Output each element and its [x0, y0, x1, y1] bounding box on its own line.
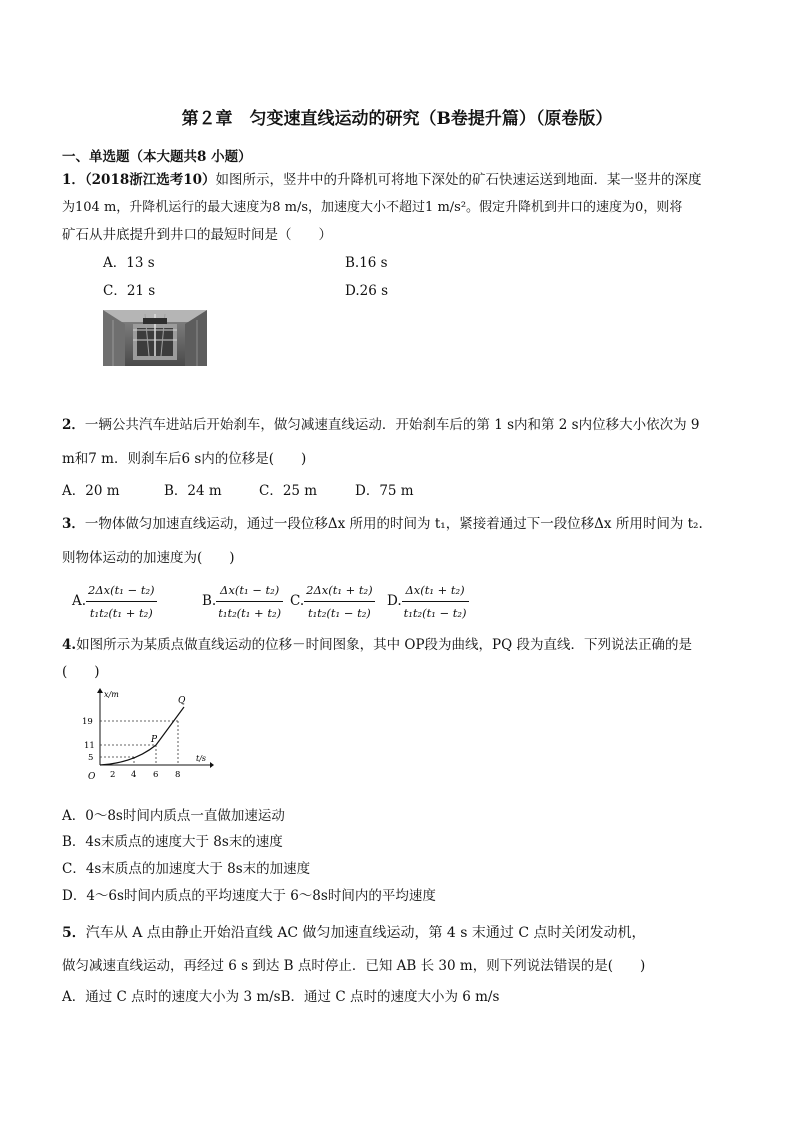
formula: $\frac{\text{Δx(t₁ + t₂)}}{\text{t₁t₂(t₁ − t₂)}}$ [402, 580, 469, 623]
formula: $\frac{\text{2Δx(t₁ − t₂)}}{\text{t₁t₂(t₁ + t₂)}}$ [86, 580, 157, 623]
question-number: 3． [62, 516, 85, 532]
option-c: C. $\frac{\text{2Δx(t₁ + t₂)}}{\text{t₁t₂(t₁ − t₂)}}$ [290, 580, 375, 623]
question-text: 矿石从井底提升到井口的最短时间是（ ） [62, 227, 332, 243]
option-d: D.26 s [345, 283, 389, 299]
question-text: 为104 m，升降机运行的最大速度为8 m/s，加速度大小不超过1 m/s²。假定升降机到井口的速度为0，则将 [62, 200, 683, 215]
question-text: 则物体运动的加速度为( ) [62, 550, 235, 566]
question-source: （2018浙江选考10） [84, 172, 216, 188]
option-a: A．20 m [62, 483, 120, 499]
question-text: 做匀减速直线运动，再经过 6 s 到达 B 点时停止．已知 AB 长 30 m，则下列说法错误的是( ) [62, 958, 646, 974]
position-time-graph [74, 687, 214, 795]
question-text: 一物体做匀加速直线运动，通过一段位移Δx 所用的时间为 t₁，紧接着通过下一段位移Δx 所用时间为 t₂. [84, 516, 703, 532]
y-tick-19: 19 [82, 717, 93, 727]
question-number: 5． [62, 925, 86, 941]
question-text: ( ) [62, 664, 100, 680]
question-number: 4. [62, 637, 77, 653]
question-text: 如图所示，竖井中的升降机可将地下深处的矿石快速运送到地面．某一竖井的深度 [215, 172, 702, 188]
option-b: B.16 s [345, 255, 388, 271]
option-a: A. $\frac{\text{2Δx(t₁ − t₂)}}{\text{t₁t₂(t₁ + t₂)}}$ [72, 580, 157, 623]
point-p-label: P [151, 735, 158, 745]
option-c: C．21 s [103, 283, 156, 299]
option-a: A．0～8s时间内质点一直做加速运动 [62, 808, 285, 824]
option-d: D. $\frac{\text{Δx(t₁ + t₂)}}{\text{t₁t₂(t₁ − t₂)}}$ [387, 580, 469, 623]
x-tick-2: 2 [110, 770, 116, 780]
question-text: m和7 m．则刹车后6 s内的位移是( ) [62, 451, 307, 467]
x-tick-4: 4 [131, 770, 137, 780]
option-d: D．75 m [355, 483, 414, 499]
x-axis-label: t/s [196, 754, 207, 763]
section-heading: 一、单选题（本大题共8 小题） [62, 149, 252, 165]
origin-label: O [88, 772, 96, 782]
option-c: C．4s末质点的加速度大于 8s末的加速度 [62, 861, 311, 877]
page-title: 第２章 匀变速直线运动的研究（B卷提升篇）（原卷版） [181, 109, 613, 129]
y-tick-11: 11 [84, 741, 95, 751]
y-axis-label: x/m [104, 690, 119, 699]
option-b: B．24 m [164, 483, 222, 499]
option-b: B．4s末质点的速度大于 8s末的速度 [62, 834, 283, 850]
question-number: 2． [62, 417, 85, 433]
option-a: A．13 s [103, 255, 155, 271]
formula: $\frac{\text{Δx(t₁ − t₂)}}{\text{t₁t₂(t₁ + t₂)}}$ [216, 580, 283, 623]
mine-shaft-photo [103, 310, 207, 366]
formula: $\frac{\text{2Δx(t₁ + t₂)}}{\text{t₁t₂(t₁ − t₂)}}$ [304, 580, 375, 623]
question-text: 如图所示为某质点做直线运动的位移－时间图象，其中 OP段为曲线，PQ 段为直线．下列说法正确的是 [76, 637, 692, 653]
x-tick-6: 6 [153, 770, 159, 780]
option-d: D．4～6s时间内质点的平均速度大于 6～8s时间内的平均速度 [62, 888, 436, 904]
y-tick-5: 5 [88, 753, 94, 763]
question-number: 1． [62, 172, 85, 188]
point-q-label: Q [178, 696, 186, 706]
question-text: 一辆公共汽车进站后开始刹车，做匀减速直线运动．开始刹车后的第 1 s内和第 2 s内位移大小依次为 9 [84, 417, 700, 433]
question-text: 汽车从 A 点由静止开始沿直线 AC 做匀加速直线运动，第 4 s 末通过 C 点时关闭发动机， [85, 925, 646, 941]
option-ab: A．通过 C 点时的速度大小为 3 m/sB．通过 C 点时的速度大小为 6 m/s [62, 989, 500, 1005]
x-tick-8: 8 [175, 770, 181, 780]
option-b: B. $\frac{\text{Δx(t₁ − t₂)}}{\text{t₁t₂(t₁ + t₂)}}$ [202, 580, 283, 623]
option-c: C．25 m [259, 483, 318, 499]
